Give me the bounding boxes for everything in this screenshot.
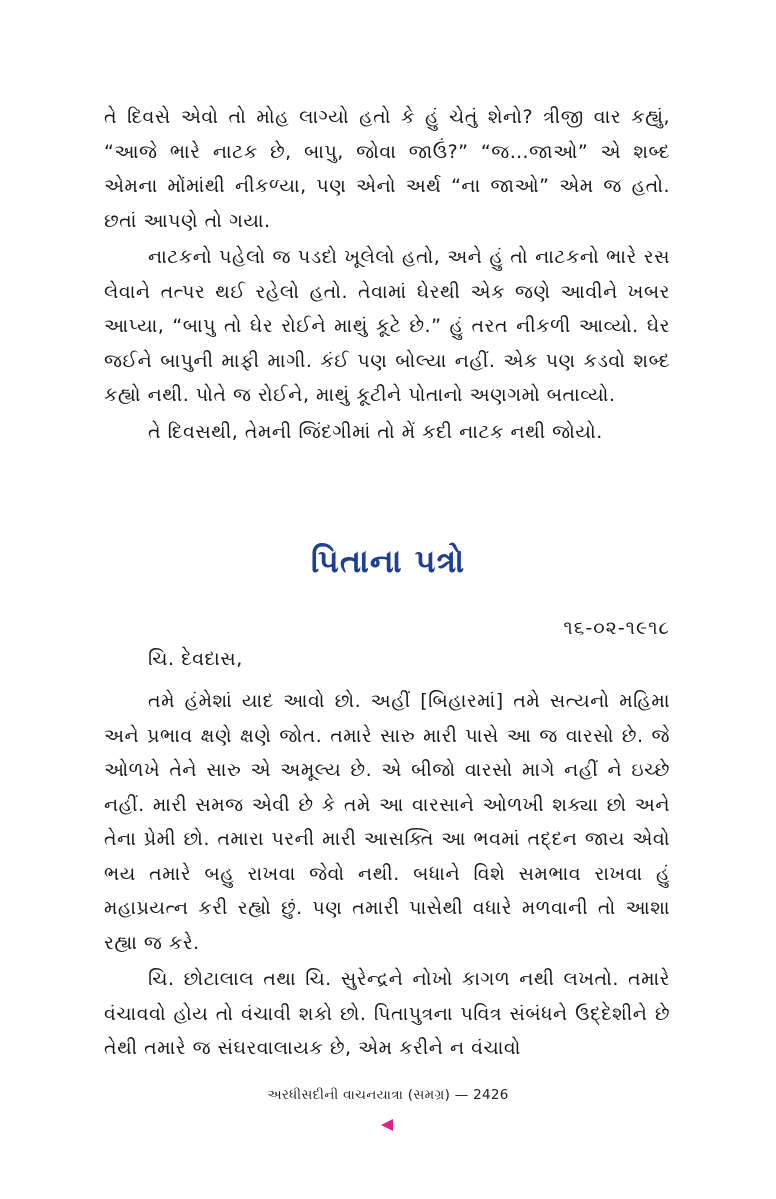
left-triangle-icon[interactable] — [381, 1119, 393, 1131]
letter-date: ૧૬-૦૨-૧૯૧૮ — [563, 617, 670, 639]
page-footer: અરધીસદીની વાચનયાત્રા (સમગ્ર) — 2426 — [267, 1087, 509, 1103]
paragraph-conclusion: તે દિવસથી, તેમની જિંદગીમાં તો મેં કદી નાટક નથી જોયો. — [148, 420, 603, 443]
section-heading: પિતાના પત્રો — [310, 542, 466, 580]
story-text — [104, 100, 670, 449]
paragraph-intro: તે દિવસે એવો તો મોહ લાગ્યો હતો કે હું ચેતું શેનો? ત્રીજી વાર કહ્યું, “આજે ભારે નાટક છે, બાપુ, જોવા જાઉં?” “જ…જાઓ” એ શબ્દ એમના મોંમાંથી નીકળ્યા, પણ એનો અર્થ “ના જાઓ” એમ જ હતો. છતાં આપણે તો ગયા. — [104, 106, 670, 232]
letter-paragraph-2: ચિ. છોટાલાલ તથા ચિ. સુરેન્દ્રને નોખો કાગળ નથી લખતો. તમારે વંચાવવો હોય તો વંચાવી શકો છો. પિતાપુત્રના પવિત્ર સંબંધને ઉદ્દેશીને છે તેથી તમારે જ સંઘરવાલાયક છે, એમ કરીને ન વંચાવો — [104, 968, 670, 1059]
paragraph-drama: નાટકનો પહેલો જ પડદો ખૂલેલો હતો, અને હું તો નાટકનો ભારે રસ લેવાને તત્પર થઈ રહેલો હતો. તેવામાં ઘેરથી એક જણે આવીને ખબર આપ્યા, “બાપુ તો ઘેર રોઈને માથું કૂટે છે.” હું તરત નીકળી આવ્યો. ઘેર જઈને બાપુની માફી માગી. કંઈ પણ બોલ્યા નહીં. એક પણ કડવો શબ્દ કહ્યો નથી. પોતે જ રોઈને, માથું કૂટીને પોતાનો અણગમો બતાવ્યો. — [104, 246, 670, 406]
letter-body — [104, 684, 670, 1066]
letter-salutation: ચિ. દેવદાસ, — [148, 648, 243, 670]
letter-paragraph-1: તમે હંમેશાં યાદ આવો છો. અહીં [બિહારમાં] તમે સત્યનો મહિમા અને પ્રભાવ ક્ષણે ક્ષણે જોત. તમારે સારુ મારી પાસે આ જ વારસો છે. જે ઓળખે તેને સારુ એ અમૂલ્ય છે. એ બીજો વારસો માગે નહીં ને ઇચ્છે નહીં. મારી સમજ એવી છે કે તમે આ વારસાને ઓળખી શક્યા છો અને તેના પ્રેમી છો. તમારા પરની મારી આસક્તિ આ ભવમાં તદ્દન જાય એવો ભય તમારે બહુ રાખવા જેવો નથી. બધાને વિશે સમભાવ રાખવા હું મહાપ્રયત્ન કરી રહ્યો છું. પણ તમારી પાસેથી વધારે મળવાની તો આશા રહ્યા જ કરે. — [104, 690, 670, 954]
